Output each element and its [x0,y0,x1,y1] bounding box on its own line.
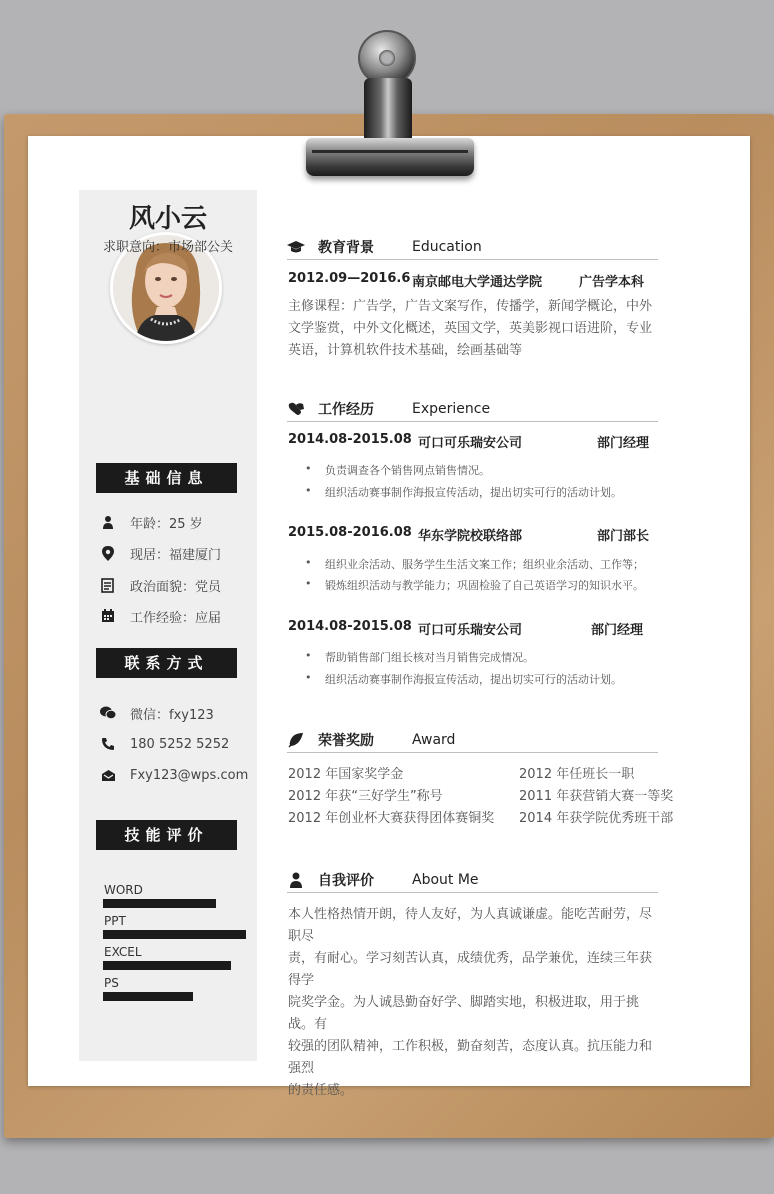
job-duty-text: 锻炼组织活动与教学能力；巩固检验了自己英语学习的知识水平。 [325,579,644,592]
about-title-en: About Me [412,871,479,888]
job-period: 2014.08-2015.08 [288,619,412,634]
basic-info-heading: 基础信息 [96,463,237,493]
job-row [288,525,658,545]
award-item: 2012 年创业杯大赛获得团体赛铜奖 [288,811,495,826]
job-company: 可口可乐瑞安公司 [418,436,523,451]
job-row [288,619,658,639]
clip-base [306,138,474,176]
job-duty [308,577,658,593]
wechat-icon [100,705,116,721]
info-political-label: 政治面貌：党员 [130,579,222,595]
award-item: 2012 年国家奖学金 [288,767,404,782]
contact-phone-label: 180 5252 5252 [130,736,230,752]
contact-heading: 联系方式 [96,648,237,678]
job-duty [308,649,658,665]
phone-icon [100,736,116,752]
document-icon [100,577,116,593]
job-role: 部门部长 [597,529,650,544]
contact-wechat [100,703,256,723]
job-period: 2014.08-2015.08 [288,432,412,447]
education-title-en: Education [412,238,482,255]
job-duty-text: 组织业余活动、服务学生生活文案工作；组织业余活动、工作等； [325,558,644,571]
candidate-name: 风小云 [128,204,207,234]
skill-word-bar [103,899,216,908]
about-line: 责，有耐心。学习刻苦认真，成绩优秀，品学兼优，连续三年获得学 [288,951,653,988]
education-school: 南京邮电大学通达学院 [412,275,543,290]
about-line: 的责任感。 [288,1083,354,1098]
binder-clip [290,22,480,182]
job-duty-text: 组织活动赛事制作海报宣传活动，提出切实可行的活动计划。 [325,486,622,499]
job-objective: 求职意向：市场部公关 [102,240,233,255]
clip-neck [364,78,412,144]
award-heading [287,727,658,753]
job-role: 部门经理 [591,623,644,638]
info-experience-label: 工作经验：应届 [130,610,222,626]
leaf-icon [287,731,305,749]
about-line: 本人性格热情开朗，待人友好，为人真诚谦虚。能吃苦耐劳，尽职尽 [288,907,653,944]
skill-ppt-label: PPT [104,914,126,928]
info-location-label: 现居：福建厦门 [130,547,222,563]
job-duty-text: 帮助销售部门组长核对当月销售完成情况。 [325,651,534,664]
about-line: 院奖学金。为人诚恳勤奋好学、脚踏实地，积极进取，用于挑战。有 [288,995,640,1032]
education-courses: 主修课程：广告学，广告文案写作，传播学，新闻学概论，中外文学鉴赏，中外文化概述，英国文学，英美影视口语进阶，专业英语，计算机软件技术基础，绘画基础等 [288,299,653,358]
education-row [288,271,658,291]
education-degree: 广告学本科 [579,275,645,290]
education-heading [287,234,658,260]
award-title-cn: 荣誉奖励 [318,732,374,749]
contact-wechat-label: 微信：fxy123 [130,707,214,723]
info-location [100,543,256,563]
experience-heading [287,396,658,422]
job-row [288,432,658,452]
handshake-icon [287,400,305,418]
location-pin-icon [100,545,116,561]
experience-title-en: Experience [412,400,491,417]
skill-ppt-bar [103,930,246,939]
info-experience [100,606,256,626]
experience-title-cn: 工作经历 [318,401,374,418]
job-duty [308,484,658,500]
award-item: 2011 年获营销大赛一等奖 [519,789,674,804]
mail-icon [100,767,116,783]
job-period: 2015.08-2016.08 [288,525,412,540]
info-political [100,575,256,595]
award-item: 2012 年任班长一职 [519,767,635,782]
job-duty-text: 负责调查各个销售网点销售情况。 [325,464,490,477]
job-company: 可口可乐瑞安公司 [418,623,523,638]
award-item: 2014 年获学院优秀班干部 [519,811,674,826]
contact-email-label: Fxy123@wps.com [130,767,249,783]
award-item: 2012 年获“三好学生”称号 [288,789,443,804]
education-title-cn: 教育背景 [318,239,374,256]
info-age-label: 年龄：25 岁 [130,516,203,532]
about-title-cn: 自我评价 [318,872,374,889]
job-duty [308,556,658,572]
contact-email [100,765,256,785]
job-duty [308,671,658,687]
info-age [100,512,256,532]
person-icon [287,871,305,889]
job-company: 华东学院校联络部 [418,529,523,544]
skill-ps-bar [103,992,193,1001]
skill-word-label: WORD [104,883,143,897]
award-title-en: Award [412,731,456,748]
skill-ps-label: PS [104,976,119,990]
calendar-icon [100,608,116,624]
skill-excel-bar [103,961,231,970]
education-period: 2012.09—2016.6 [288,271,411,286]
about-text [288,904,660,1102]
job-duty [308,462,658,478]
job-duty-text: 组织活动赛事制作海报宣传活动，提出切实可行的活动计划。 [325,673,622,686]
job-role: 部门经理 [597,436,650,451]
about-heading [287,867,658,893]
person-icon [100,514,116,530]
skill-excel-label: EXCEL [104,945,142,959]
contact-phone [100,734,256,754]
skills-heading: 技能评价 [96,820,237,850]
graduation-cap-icon [287,238,305,256]
about-line: 较强的团队精神，工作积极，勤奋刻苦，态度认真。抗压能力和强烈 [288,1039,653,1076]
